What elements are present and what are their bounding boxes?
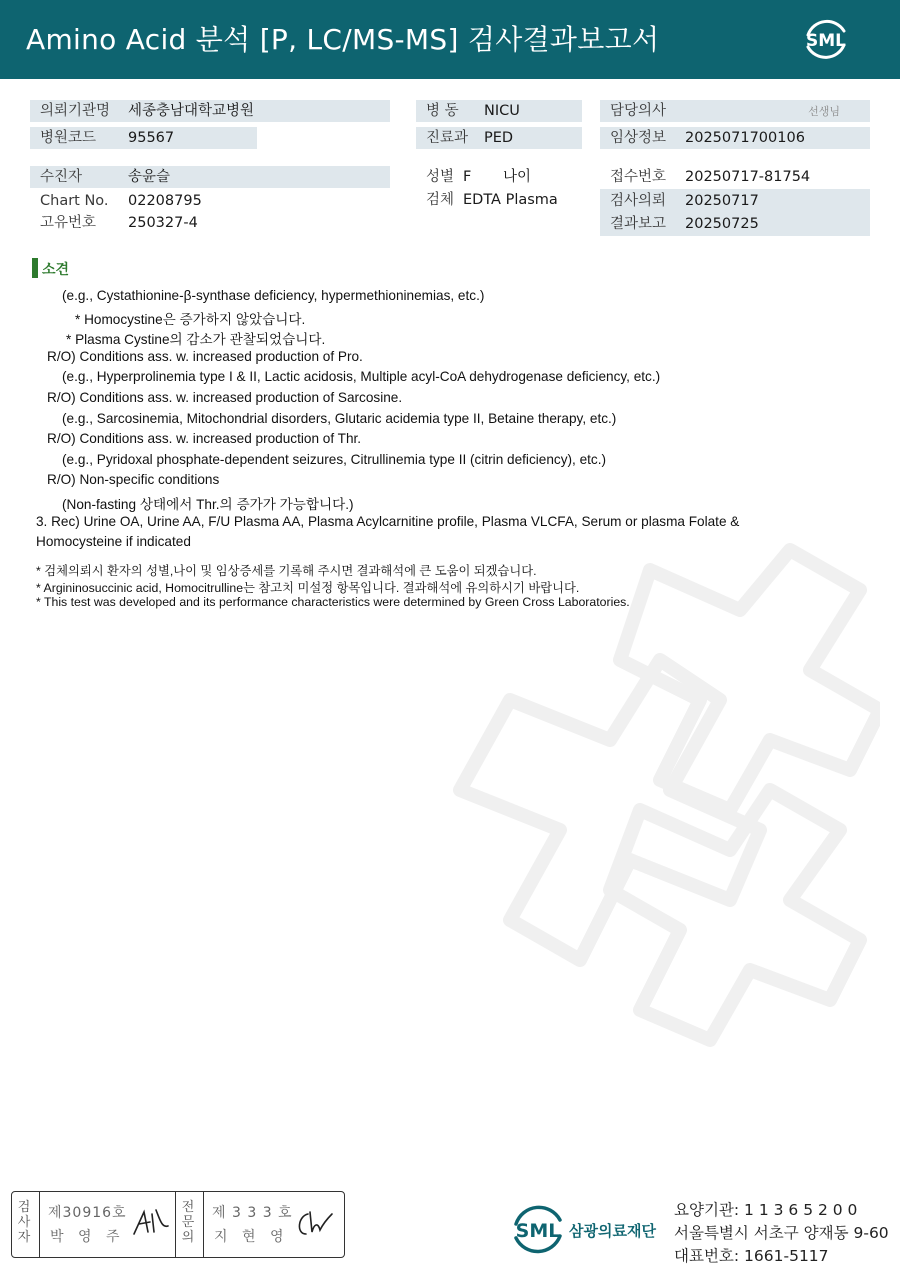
findings-line: (e.g., Cystathionine-β-synthase deficiency, hypermethioninemias, etc.) [62, 288, 485, 303]
ward-label: 병 동 [426, 103, 459, 119]
care-institution-number: 요양기관: 1 1 3 6 5 2 0 0 [674, 1201, 858, 1219]
test-request-label: 검사의뢰 [610, 193, 667, 209]
report-title: Amino Acid 분석 [P, LC/MS-MS] 검사결과보고서 [26, 23, 660, 56]
patient-field [30, 166, 390, 188]
report-header [0, 0, 900, 79]
signature-box [11, 1191, 345, 1258]
sml-logo-icon [798, 13, 854, 65]
patient-name: 송윤슬 [128, 169, 171, 185]
chart-no-field [30, 190, 390, 212]
inspector-signature-icon [130, 1206, 172, 1240]
unique-no-field [30, 212, 390, 234]
findings-title: 소견 [42, 262, 70, 278]
ward-field [416, 100, 582, 122]
unique-no-value: 250327-4 [128, 215, 198, 231]
patient-label: 수진자 [40, 169, 83, 185]
section-marker [32, 258, 38, 278]
doctor-suffix: 선생님 [808, 105, 840, 118]
signature-divider [39, 1192, 40, 1257]
department-label: 진료과 [426, 130, 469, 146]
findings-line: * Plasma Cystine의 감소가 관찰되었습니다. [66, 332, 326, 347]
specimen-label: 검체 [426, 192, 455, 208]
watermark-cross-icon [360, 540, 880, 1060]
sex-value: F [463, 169, 472, 185]
org-logo-text: SML [515, 1220, 561, 1242]
clinical-info-label: 임상정보 [610, 130, 667, 146]
sex-label: 성별 [426, 169, 455, 185]
findings-line: R/O) Conditions ass. w. increased production of Thr. [47, 431, 362, 446]
findings-line: * Homocystine은 증가하지 않았습니다. [75, 312, 306, 327]
footnote: * This test was developed and its performance characteristics were determined by Green Cross Laboratories. [36, 595, 630, 609]
dates-block [600, 189, 870, 236]
unique-no-label: 고유번호 [40, 215, 97, 231]
test-request-date: 20250717 [685, 193, 759, 209]
findings-line: (e.g., Sarcosinemia, Mitochondrial disorders, Glutaric acidemia type II, Betaine therapy, etc.) [62, 411, 617, 426]
requesting-org-field [30, 100, 390, 122]
specimen-field [416, 189, 582, 211]
hospital-code-field [30, 127, 257, 149]
footnote: * 검체의뢰시 환자의 성별,나이 및 임상증세를 기록해 주시면 결과해석에 큰 도움이 되겠습니다. [36, 564, 537, 578]
department-value: PED [484, 130, 514, 146]
findings-line: R/O) Non-specific conditions [47, 472, 220, 487]
inspector-license: 제30916호 [48, 1205, 127, 1221]
findings-line: 3. Rec) Urine OA, Urine AA, F/U Plasma AA, Plasma Acylcarnitine profile, Plasma VLCFA, Serum or plasma Folate & [36, 514, 740, 529]
requesting-org-value: 세종충남대학교병원 [128, 103, 255, 119]
specialist-vertical-label: 전 문 의 [181, 1200, 195, 1245]
inspector-vertical-label: 검 사 자 [17, 1200, 31, 1245]
findings-line: R/O) Conditions ass. w. increased production of Sarcosine. [47, 390, 403, 405]
footnote: * Argininosuccinic acid, Homocitrulline는 참고치 미설정 항목입니다. 결과해석에 유의하시기 바랍니다. [36, 581, 580, 595]
requesting-org-label: 의뢰기관명 [40, 103, 111, 119]
result-report-date: 20250725 [685, 216, 759, 232]
sex-age-field [416, 166, 582, 188]
chart-no-value: 02208795 [128, 193, 202, 209]
signature-divider [175, 1192, 176, 1257]
findings-line: (e.g., Hyperprolinemia type I & II, Lactic acidosis, Multiple acyl-CoA dehydrogenase deficiency, etc.) [62, 369, 661, 384]
organization-address: 서울특별시 서초구 양재동 9-60 [674, 1224, 889, 1242]
receipt-no-value: 20250717-81754 [685, 169, 811, 185]
result-report-label: 결과보고 [610, 216, 667, 232]
hospital-code-value: 95567 [128, 130, 175, 146]
doctor-field [600, 100, 870, 122]
findings-line: R/O) Conditions ass. w. increased production of Pro. [47, 349, 363, 364]
department-field [416, 127, 582, 149]
clinical-info-field [600, 127, 870, 149]
findings-line: (Non-fasting 상태에서 Thr.의 증가가 가능합니다.) [62, 497, 354, 512]
organization-phone: 대표번호: 1661-5117 [674, 1247, 829, 1265]
organization-name: 삼광의료재단 [569, 1222, 656, 1240]
sml-org-logo-icon [510, 1200, 566, 1258]
hospital-code-label: 병원코드 [40, 130, 97, 146]
specialist-signature-icon [292, 1208, 336, 1240]
chart-no-label: Chart No. [40, 193, 109, 209]
clinical-info-value: 2025071700106 [685, 130, 805, 146]
receipt-no-label: 접수번호 [610, 169, 667, 185]
age-label: 나이 [503, 169, 532, 185]
ward-value: NICU [484, 103, 520, 119]
doctor-label: 담당의사 [610, 103, 667, 119]
inspector-name: 박 영 주 [50, 1229, 120, 1245]
specimen-value: EDTA Plasma [463, 192, 558, 208]
specialist-name: 지 현 영 [214, 1229, 284, 1245]
header-logo-text: SML [806, 31, 846, 51]
specialist-license: 제 3 3 3 호 [212, 1205, 293, 1221]
findings-line: (e.g., Pyridoxal phosphate-dependent seizures, Citrullinemia type II (citrin deficiency), etc.) [62, 452, 607, 467]
signature-divider [203, 1192, 204, 1257]
findings-line: Homocysteine if indicated [36, 534, 191, 549]
receipt-no-field [600, 166, 870, 188]
